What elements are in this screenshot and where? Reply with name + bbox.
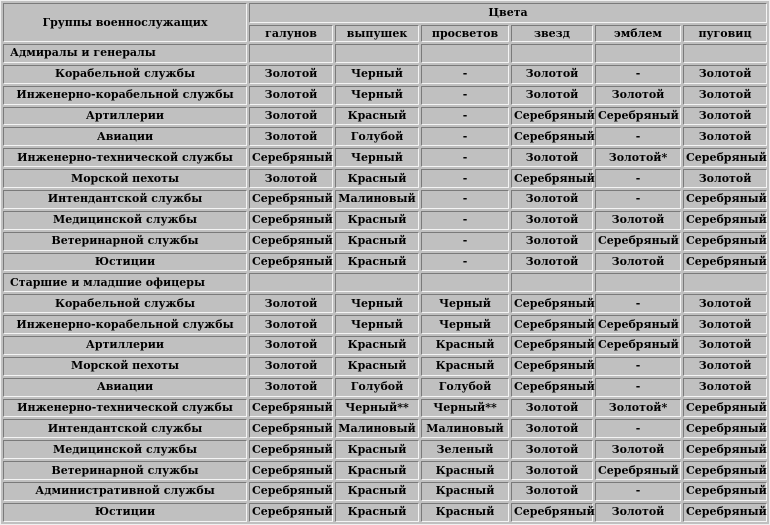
color-cell: Голубой xyxy=(335,378,419,397)
color-cell: Красный xyxy=(421,461,509,480)
color-cell: Голубой xyxy=(421,378,509,397)
color-cell: Золотой xyxy=(249,169,333,188)
color-cell: Золотой xyxy=(683,169,767,188)
color-cell: Золотой xyxy=(683,86,767,105)
section-title: Адмиралы и генералы xyxy=(3,44,247,63)
service-name-cell: Интендантской службы xyxy=(3,419,247,438)
empty-cell xyxy=(335,273,419,292)
column-header: просветов xyxy=(421,25,509,42)
color-cell: - xyxy=(421,190,509,209)
service-name-cell: Юстиции xyxy=(3,253,247,272)
section-title: Старшие и младшие офицеры xyxy=(3,273,247,292)
color-cell: Золотой xyxy=(511,86,593,105)
color-cell: Черный xyxy=(421,294,509,313)
color-cell: Золотой xyxy=(683,378,767,397)
color-cell: Черный** xyxy=(335,399,419,418)
color-cell: Серебряный xyxy=(683,253,767,272)
color-cell: Красный xyxy=(421,357,509,376)
table-row xyxy=(3,419,767,438)
color-cell: Красный xyxy=(335,169,419,188)
color-cell: Золотой xyxy=(683,357,767,376)
color-cell: - xyxy=(421,107,509,126)
column-header: галунов xyxy=(249,25,333,42)
column-header: пуговиц xyxy=(683,25,767,42)
color-cell: Красный xyxy=(421,503,509,522)
color-cell: Золотой* xyxy=(595,399,681,418)
color-cell: Серебряный xyxy=(249,232,333,251)
empty-cell xyxy=(595,44,681,63)
header-row-top xyxy=(3,3,767,23)
color-cell: Золотой xyxy=(683,294,767,313)
table-row xyxy=(3,148,767,167)
table-row xyxy=(3,86,767,105)
service-name-cell: Артиллерии xyxy=(3,107,247,126)
color-cell: - xyxy=(595,127,681,146)
service-name-cell: Ветеринарной службы xyxy=(3,232,247,251)
color-cell: Золотой xyxy=(511,399,593,418)
color-cell: Золотой xyxy=(249,294,333,313)
table-row xyxy=(3,399,767,418)
color-cell: Серебряный xyxy=(249,211,333,230)
color-cell: Красный xyxy=(335,461,419,480)
color-cell: Серебряный xyxy=(511,169,593,188)
empty-cell xyxy=(335,44,419,63)
table-row xyxy=(3,232,767,251)
color-cell: Серебряный xyxy=(249,503,333,522)
color-cell: Золотой xyxy=(511,65,593,84)
service-name-cell: Интендантской службы xyxy=(3,190,247,209)
color-cell: Серебряный xyxy=(249,190,333,209)
color-cell: Голубой xyxy=(335,127,419,146)
color-cell: Золотой xyxy=(249,336,333,355)
service-name-cell: Морской пехоты xyxy=(3,357,247,376)
color-cell: Зеленый xyxy=(421,440,509,459)
service-name-cell: Корабельной службы xyxy=(3,65,247,84)
empty-cell xyxy=(249,44,333,63)
service-name-cell: Авиации xyxy=(3,378,247,397)
service-name-cell: Инженерно-корабельной службы xyxy=(3,86,247,105)
color-cell: Серебряный xyxy=(595,461,681,480)
color-cell: Золотой xyxy=(595,253,681,272)
color-cell: Серебряный xyxy=(595,315,681,334)
color-cell: Серебряный xyxy=(683,211,767,230)
color-cell: - xyxy=(421,169,509,188)
color-cell: Золотой xyxy=(511,461,593,480)
service-name-cell: Авиации xyxy=(3,127,247,146)
table-row xyxy=(3,503,767,522)
service-name-cell: Инженерно-корабельной службы xyxy=(3,315,247,334)
table-row xyxy=(3,127,767,146)
empty-cell xyxy=(511,44,593,63)
color-cell: Серебряный xyxy=(683,503,767,522)
service-name-cell: Инженерно-технической службы xyxy=(3,399,247,418)
color-cell: Золотой xyxy=(511,190,593,209)
color-cell: - xyxy=(595,357,681,376)
section-row xyxy=(3,273,767,292)
table-row xyxy=(3,65,767,84)
color-cell: Серебряный xyxy=(595,232,681,251)
color-cell: Красный xyxy=(421,482,509,501)
color-cell: Золотой xyxy=(249,107,333,126)
service-name-cell: Морской пехоты xyxy=(3,169,247,188)
color-cell: - xyxy=(421,211,509,230)
color-cell: Золотой xyxy=(595,86,681,105)
color-cell: Золотой xyxy=(511,148,593,167)
table-row xyxy=(3,294,767,313)
color-cell: Золотой xyxy=(511,232,593,251)
color-cell: Красный xyxy=(335,440,419,459)
color-cell: Золотой xyxy=(511,419,593,438)
table-row xyxy=(3,440,767,459)
color-cell: Малиновый xyxy=(421,419,509,438)
service-name-cell: Ветеринарной службы xyxy=(3,461,247,480)
empty-cell xyxy=(421,44,509,63)
color-cell: Черный xyxy=(335,294,419,313)
color-cell: Серебряный xyxy=(683,482,767,501)
service-name-cell: Административной службы xyxy=(3,482,247,501)
table-row xyxy=(3,461,767,480)
color-cell: Золотой xyxy=(595,503,681,522)
color-cell: Серебряный xyxy=(249,461,333,480)
color-cell: Красный xyxy=(335,482,419,501)
color-cell: Черный xyxy=(421,315,509,334)
color-cell: Золотой xyxy=(511,440,593,459)
color-cell: Малиновый xyxy=(335,190,419,209)
empty-cell xyxy=(683,273,767,292)
color-cell: Серебряный xyxy=(511,107,593,126)
service-name-cell: Корабельной службы xyxy=(3,294,247,313)
color-cell: Золотой xyxy=(249,65,333,84)
color-cell: Серебряный xyxy=(249,253,333,272)
color-cell: Красный xyxy=(335,232,419,251)
color-cell: Серебряный xyxy=(683,440,767,459)
color-cell: - xyxy=(595,65,681,84)
color-cell: - xyxy=(595,482,681,501)
color-cell: Серебряный xyxy=(249,440,333,459)
service-name-cell: Медицинской службы xyxy=(3,211,247,230)
color-cell: Золотой xyxy=(595,211,681,230)
color-cell: Золотой* xyxy=(595,148,681,167)
color-cell: - xyxy=(421,65,509,84)
color-cell: Серебряный xyxy=(595,107,681,126)
color-cell: - xyxy=(595,294,681,313)
color-cell: Золотой xyxy=(683,127,767,146)
empty-cell xyxy=(683,44,767,63)
color-cell: Красный xyxy=(335,336,419,355)
color-cell: Серебряный xyxy=(511,294,593,313)
color-cell: - xyxy=(421,148,509,167)
color-cell: Серебряный xyxy=(249,419,333,438)
table-body xyxy=(3,44,767,522)
table-row xyxy=(3,169,767,188)
table-row xyxy=(3,190,767,209)
color-cell: Золотой xyxy=(249,378,333,397)
color-cell: - xyxy=(421,232,509,251)
color-cell: Красный xyxy=(335,211,419,230)
service-name-cell: Артиллерии xyxy=(3,336,247,355)
color-cell: - xyxy=(595,169,681,188)
color-cell: Черный xyxy=(335,86,419,105)
color-cell: Серебряный xyxy=(683,148,767,167)
color-cell: Золотой xyxy=(249,357,333,376)
color-cell: Серебряный xyxy=(511,315,593,334)
color-cell: Серебряный xyxy=(511,503,593,522)
service-name-cell: Инженерно-технической службы xyxy=(3,148,247,167)
colors-header: Цвета xyxy=(249,3,767,23)
color-cell: Черный xyxy=(335,148,419,167)
service-name-cell: Юстиции xyxy=(3,503,247,522)
table-row xyxy=(3,378,767,397)
color-cell: Золотой xyxy=(683,107,767,126)
color-cell: Серебряный xyxy=(511,127,593,146)
color-cell: Золотой xyxy=(249,86,333,105)
color-cell: Серебряный xyxy=(249,399,333,418)
table-row xyxy=(3,482,767,501)
color-cell: Золотой xyxy=(595,440,681,459)
color-cell: Золотой xyxy=(683,315,767,334)
section-row xyxy=(3,44,767,63)
color-cell: Золотой xyxy=(683,65,767,84)
color-cell: Серебряный xyxy=(683,399,767,418)
table-row xyxy=(3,211,767,230)
color-cell: Красный xyxy=(421,336,509,355)
column-header: звезд xyxy=(511,25,593,42)
empty-cell xyxy=(249,273,333,292)
empty-cell xyxy=(595,273,681,292)
column-header: эмблем xyxy=(595,25,681,42)
color-cell: - xyxy=(421,86,509,105)
table-row xyxy=(3,336,767,355)
table-row xyxy=(3,253,767,272)
color-cell: Серебряный xyxy=(511,357,593,376)
empty-cell xyxy=(421,273,509,292)
color-cell: - xyxy=(595,378,681,397)
empty-cell xyxy=(511,273,593,292)
color-cell: Черный xyxy=(335,65,419,84)
color-cell: Золотой xyxy=(249,127,333,146)
groups-header: Группы военнослужащих xyxy=(3,3,247,42)
color-cell: Серебряный xyxy=(511,336,593,355)
color-cell: Красный xyxy=(335,503,419,522)
color-cell: Серебряный xyxy=(249,148,333,167)
color-cell: - xyxy=(421,127,509,146)
color-cell: - xyxy=(421,253,509,272)
service-name-cell: Медицинской службы xyxy=(3,440,247,459)
color-cell: Черный xyxy=(335,315,419,334)
color-cell: Серебряный xyxy=(683,190,767,209)
color-cell: Красный xyxy=(335,107,419,126)
table-row xyxy=(3,107,767,126)
color-cell: Серебряный xyxy=(511,378,593,397)
color-cell: Серебряный xyxy=(683,461,767,480)
color-cell: Золотой xyxy=(511,482,593,501)
color-cell: Золотой xyxy=(511,211,593,230)
color-cell: Красный xyxy=(335,253,419,272)
color-cell: Золотой xyxy=(249,315,333,334)
color-cell: Золотой xyxy=(683,336,767,355)
color-cell: - xyxy=(595,190,681,209)
color-cell: Серебряный xyxy=(595,336,681,355)
color-cell: Золотой xyxy=(511,253,593,272)
color-cell: Красный xyxy=(335,357,419,376)
color-cell: Серебряный xyxy=(683,419,767,438)
color-cell: Серебряный xyxy=(249,482,333,501)
color-cell: - xyxy=(595,419,681,438)
table-row xyxy=(3,357,767,376)
color-cell: Черный** xyxy=(421,399,509,418)
column-header: выпушек xyxy=(335,25,419,42)
table-row xyxy=(3,315,767,334)
color-cell: Серебряный xyxy=(683,232,767,251)
color-cell: Малиновый xyxy=(335,419,419,438)
